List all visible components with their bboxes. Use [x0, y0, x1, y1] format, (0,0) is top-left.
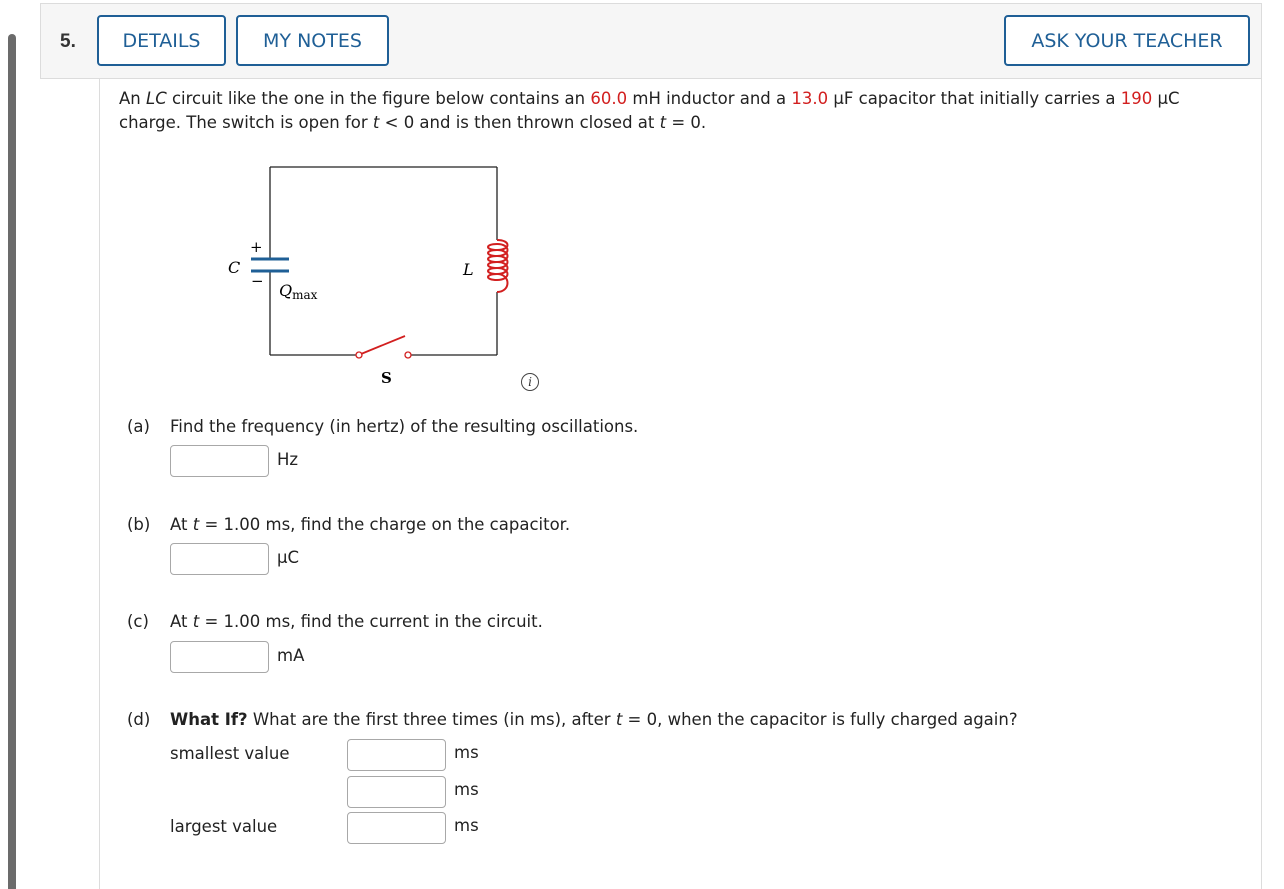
part-d-unit-3: ms	[454, 816, 479, 835]
lc-circuit-figure	[215, 160, 555, 400]
capacitor-label: C	[228, 258, 241, 277]
part-c-label: (c)	[127, 612, 149, 631]
largest-value-label: largest value	[170, 817, 278, 836]
part-a-unit: Hz	[277, 450, 299, 469]
problem-statement-line1: An LC circuit like the one in the figure below contains an 60.0 mH inductor and a 13.0 μF capacitor that initially carries a 190 μC	[119, 89, 1180, 108]
plus-sign: +	[250, 238, 263, 256]
capacitor-symbol	[251, 259, 289, 271]
question-number: 5.	[60, 31, 76, 52]
info-icon-glyph: i	[528, 375, 532, 389]
part-c-answer-input[interactable]	[170, 641, 269, 673]
part-d-answer-input-3[interactable]	[347, 812, 446, 844]
info-icon[interactable]	[521, 373, 539, 391]
minus-sign: −	[251, 272, 264, 290]
page-scrollbar[interactable]	[8, 34, 16, 889]
qmax-label: Qmax	[279, 281, 318, 302]
details-button[interactable]: DETAILS	[97, 15, 226, 66]
part-a-label: (a)	[127, 417, 150, 436]
part-a-question: Find the frequency (in hertz) of the resulting oscillations.	[170, 417, 639, 436]
capacitance-value: 13.0	[791, 89, 829, 108]
switch-symbol	[356, 336, 411, 358]
part-d-unit-1: ms	[454, 743, 479, 762]
part-b-question: At t = 1.00 ms, find the charge on the capacitor.	[170, 515, 571, 534]
part-a-answer-input[interactable]	[170, 445, 269, 477]
part-b-label: (b)	[127, 515, 151, 534]
part-d-answer-input-2[interactable]	[347, 776, 446, 808]
part-d-question: What If? What are the first three times (in ms), after t = 0, when the capacitor is fully charged again?	[170, 710, 1018, 729]
part-b-answer-input[interactable]	[170, 543, 269, 575]
part-b-unit: μC	[277, 548, 300, 567]
charge-value: 190	[1120, 89, 1153, 108]
part-d-answer-input-1[interactable]	[347, 739, 446, 771]
part-d-label: (d)	[127, 710, 151, 729]
problem-statement-line2: charge. The switch is open for t < 0 and is then thrown closed at t = 0.	[119, 113, 707, 132]
part-c-question: At t = 1.00 ms, find the current in the circuit.	[170, 612, 543, 631]
my-notes-button[interactable]: MY NOTES	[236, 15, 389, 66]
inductor-label: L	[463, 260, 474, 279]
part-d-unit-2: ms	[454, 780, 479, 799]
inductor-coil	[488, 240, 508, 292]
smallest-value-label: smallest value	[170, 744, 290, 763]
part-c-unit: mA	[277, 646, 305, 665]
ask-teacher-button[interactable]: ASK YOUR TEACHER	[1004, 15, 1250, 66]
inductance-value: 60.0	[590, 89, 628, 108]
switch-label: S	[381, 369, 392, 387]
